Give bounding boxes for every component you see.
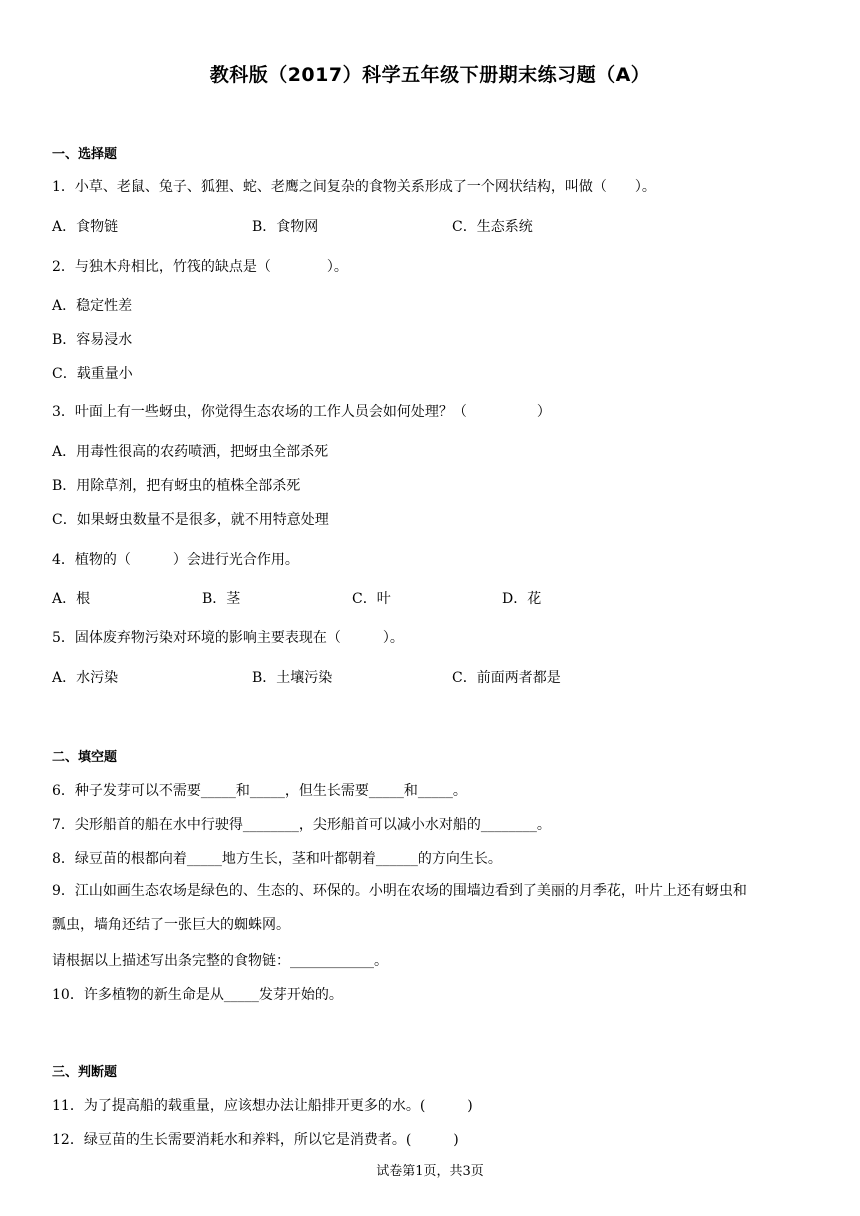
question-9-line-1: 9．江山如画生态农场是绿色的、生态的、环保的。小明在农场的围墙边看到了美丽的月季花，叶片上还有蚜虫和 [52, 883, 747, 899]
question-3-option-b: B．用除草剂，把有蚜虫的植株全部杀死 [52, 478, 301, 494]
question-4-option-c: C．叶 [352, 591, 391, 607]
section-heading-fill-blank: 二、填空题 [52, 750, 118, 765]
question-4-option-d: D．花 [502, 591, 542, 607]
question-1-option-b: B．食物网 [252, 219, 319, 235]
question-2-option-c: C．载重量小 [52, 366, 133, 382]
question-1-stem: 1．小草、老鼠、兔子、狐狸、蛇、老鹰之间复杂的食物关系形成了一个网状结构，叫做（ ）。 [52, 179, 656, 195]
question-5-option-c: C．前面两者都是 [452, 670, 561, 686]
section-heading-true-false: 三、判断题 [52, 1065, 118, 1080]
question-9-line-3: 请根据以上描述写出条完整的食物链：____________。 [52, 953, 388, 969]
question-2-option-b: B．容易浸水 [52, 332, 133, 348]
question-4-option-a: A．根 [52, 591, 91, 607]
question-2-stem: 2．与独木舟相比，竹筏的缺点是（ ）。 [52, 259, 348, 275]
question-3-stem: 3．叶面上有一些蚜虫，你觉得生态农场的工作人员会如何处理？（ ） [52, 404, 551, 420]
question-3-option-a: A．用毒性很高的农药喷洒，把蚜虫全部杀死 [52, 444, 329, 460]
question-6: 6．种子发芽可以不需要_____和_____，但生长需要_____和_____。 [52, 783, 467, 799]
question-2-option-a: A．稳定性差 [52, 298, 133, 314]
question-10: 10．许多植物的新生命是从_____发芽开始的。 [52, 987, 343, 1003]
question-1-option-a: A．食物链 [52, 219, 119, 235]
question-5-option-a: A．水污染 [52, 670, 119, 686]
question-11: 11．为了提高船的载重量，应该想办法让船排开更多的水。( ) [52, 1098, 473, 1114]
question-5-option-b: B．土壤污染 [252, 670, 333, 686]
question-12: 12．绿豆苗的生长需要消耗水和养料，所以它是消费者。( ) [52, 1132, 459, 1148]
question-4-stem: 4．植物的（ ）会进行光合作用。 [52, 552, 299, 568]
section-heading-choice: 一、选择题 [52, 147, 118, 162]
question-3-option-c: C．如果蚜虫数量不是很多，就不用特意处理 [52, 512, 329, 528]
question-1-option-c: C．生态系统 [452, 219, 533, 235]
question-9-line-2: 瓢虫，墙角还结了一张巨大的蜘蛛网。 [52, 917, 290, 933]
page-title: 教科版（2017）科学五年级下册期末练习题（A） [209, 64, 651, 86]
question-7: 7．尖形船首的船在水中行驶得________，尖形船首可以减小水对船的________。 [52, 817, 551, 833]
page-footer: 试卷第1页，共3页 [376, 1164, 484, 1179]
question-8: 8．绿豆苗的根都向着_____地方生长，茎和叶都朝着______的方向生长。 [52, 851, 502, 867]
question-5-stem: 5．固体废弃物污染对环境的影响主要表现在（ ）。 [52, 630, 404, 646]
question-4-option-b: B．茎 [202, 591, 241, 607]
